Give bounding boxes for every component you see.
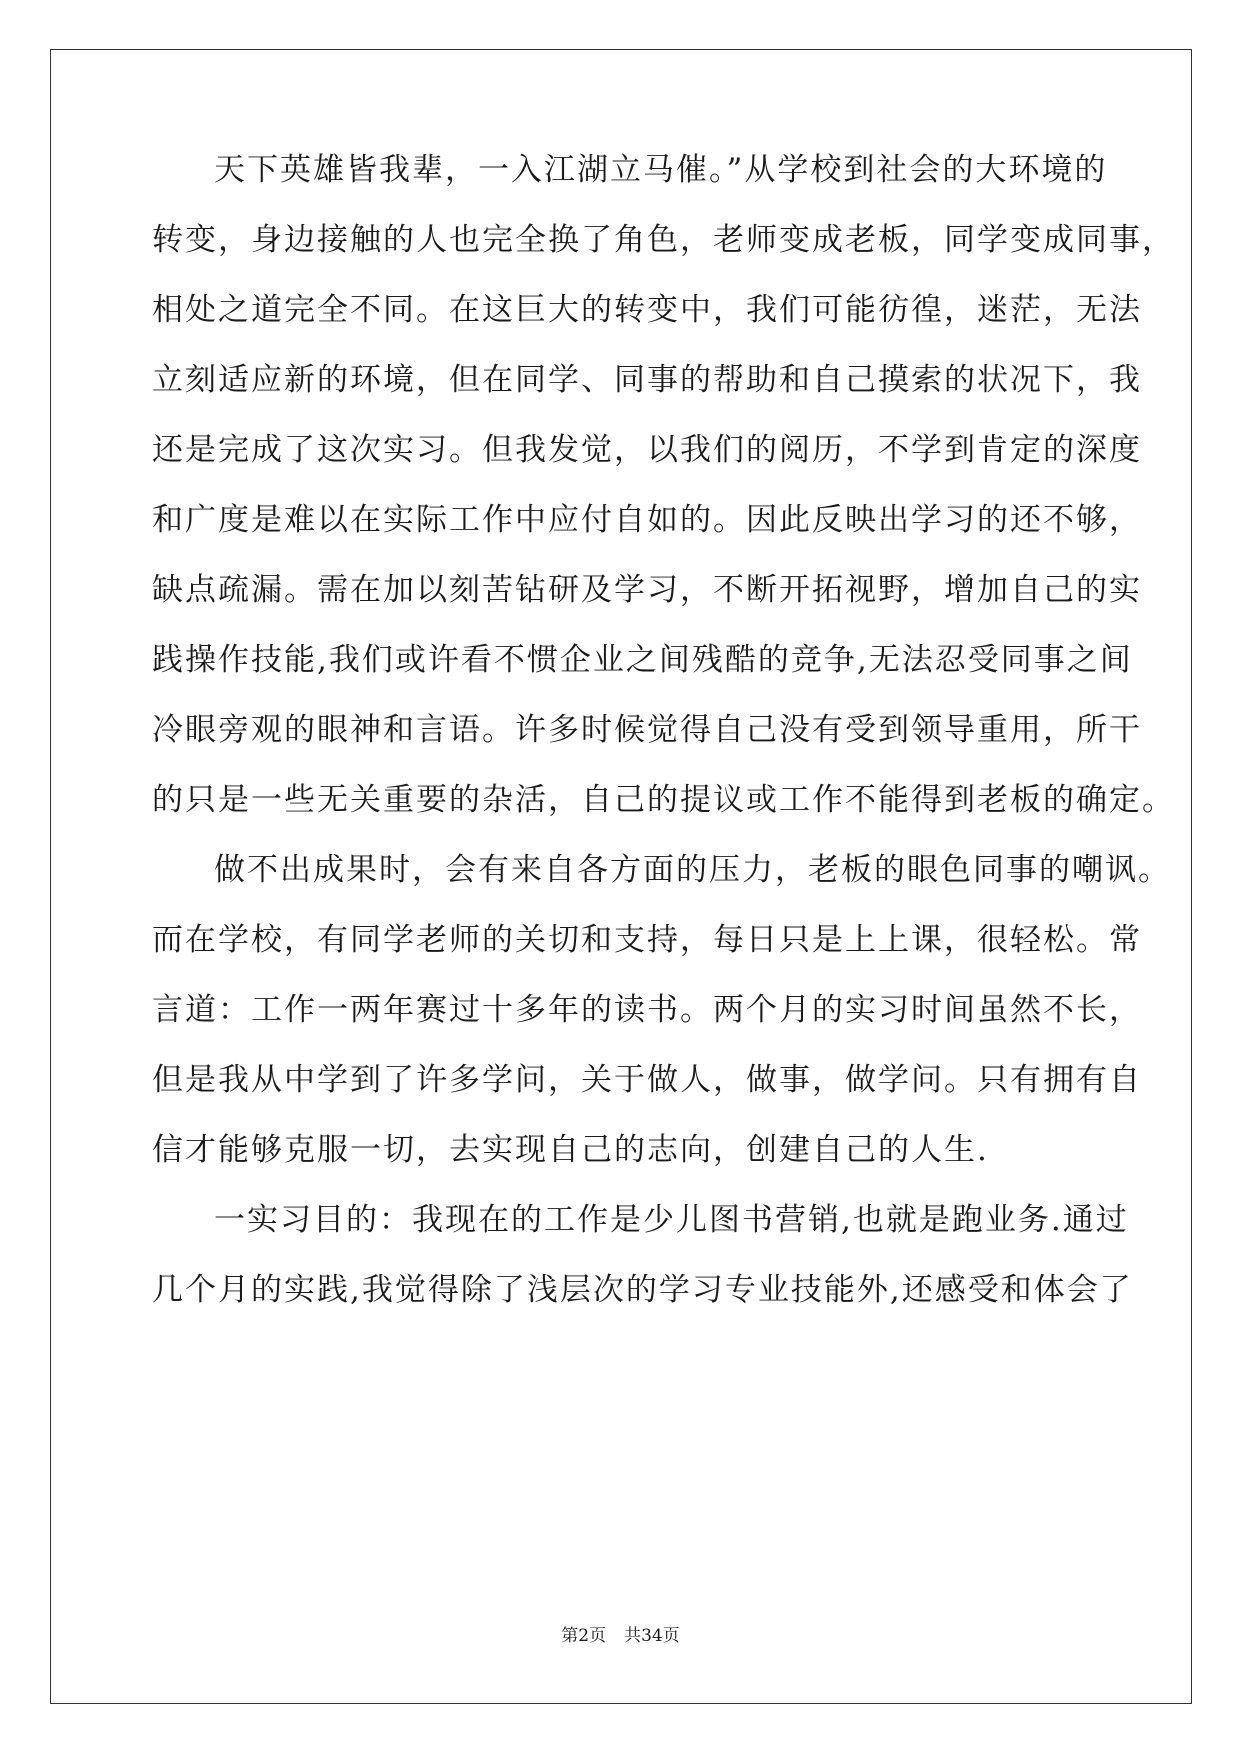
paragraph-line: 几个月的实践,我觉得除了浅层次的学习专业技能外,还感受和体会了 xyxy=(152,1272,1133,1308)
paragraph-line: 信才能够克服一切，去实现自己的志向，创建自己的人生. xyxy=(152,1132,989,1168)
paragraph-line: 天下英雄皆我辈，一入江湖立马催。”从学校到社会的大环境的 xyxy=(214,152,1108,188)
paragraph-line: 相处之道完全不同。在这巨大的转变中，我们可能彷徨，迷茫，无法 xyxy=(152,292,1142,328)
paragraph-line: 践操作技能,我们或许看不惯企业之间残酷的竞争,无法忍受同事之间 xyxy=(152,642,1133,678)
paragraph-line: 的只是一些无关重要的杂活，自己的提议或工作不能得到老板的确定。 xyxy=(152,782,1175,818)
paragraph-line: 立刻适应新的环境，但在同学、同事的帮助和自己摸索的状况下，我 xyxy=(152,362,1142,398)
paragraph-line: 冷眼旁观的眼神和言语。许多时候觉得自己没有受到领导重用，所干 xyxy=(152,712,1142,748)
paragraph-line: 转变，身边接触的人也完全换了角色，老师变成老板，同学变成同事， xyxy=(152,222,1175,258)
paragraph-line: 但是我从中学到了许多学问，关于做人，做事，做学问。只有拥有自 xyxy=(152,1062,1142,1098)
paragraph-line: 和广度是难以在实际工作中应付自如的。因此反映出学习的还不够， xyxy=(152,502,1142,538)
page-number: 第2页 xyxy=(561,1626,607,1646)
paragraph-line: 一实习目的：我现在的工作是少儿图书营销,也就是跑业务.通过 xyxy=(214,1202,1129,1238)
page-footer xyxy=(0,1625,1241,1647)
paragraph-line: 而在学校，有同学老师的关切和支持，每日只是上上课，很轻松。常 xyxy=(152,922,1142,958)
paragraph-line: 言道：工作一两年赛过十多年的读书。两个月的实习时间虽然不长， xyxy=(152,992,1142,1028)
page-total: 共34页 xyxy=(624,1626,680,1646)
paragraph-line: 缺点疏漏。需在加以刻苦钻研及学习，不断开拓视野，增加自己的实 xyxy=(152,572,1142,608)
paragraph-line: 做不出成果时，会有来自各方面的压力，老板的眼色同事的嘲讽。 xyxy=(214,852,1171,888)
paragraph-line: 还是完成了这次实习。但我发觉，以我们的阅历，不学到肯定的深度 xyxy=(152,432,1142,468)
